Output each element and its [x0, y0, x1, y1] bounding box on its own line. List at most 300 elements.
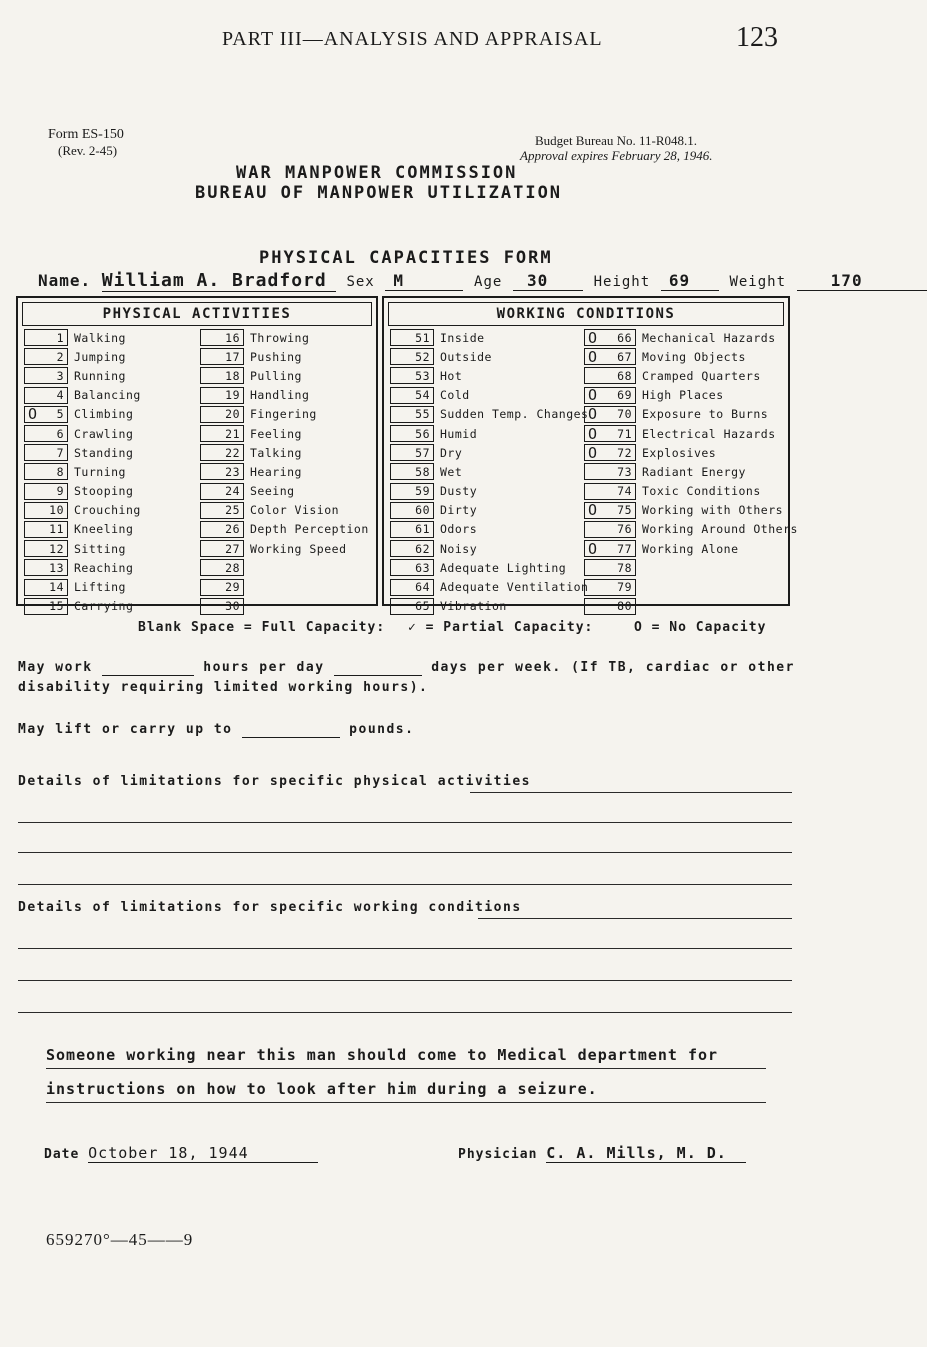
item-label: Electrical Hazards	[642, 426, 776, 441]
details-activities-label: Details of limitations for specific physical activities	[18, 774, 531, 789]
capacity-mark: O	[588, 443, 598, 462]
item-label: Dusty	[440, 484, 478, 499]
physician-label: Physician	[458, 1147, 538, 1162]
activity-row	[584, 501, 786, 520]
activity-row	[584, 558, 786, 577]
hours-field	[102, 660, 194, 676]
item-label: Running	[74, 368, 126, 383]
capacity-box[interactable]	[390, 579, 434, 596]
item-number: 54	[415, 388, 430, 403]
remark-line-2: instructions on how to look after him during a seizure.	[46, 1080, 598, 1098]
capacity-box[interactable]	[584, 463, 636, 480]
item-number: 17	[225, 349, 240, 364]
lift-label: May lift or carry up to	[18, 722, 233, 737]
item-label: Wet	[440, 464, 463, 479]
activity-row	[390, 443, 582, 462]
capacity-box[interactable]	[390, 444, 434, 461]
activity-row	[584, 520, 798, 539]
form-number: Form ES-150	[48, 127, 124, 142]
details-activities-line-1	[470, 792, 792, 793]
item-label: Crawling	[74, 426, 134, 441]
capacity-box[interactable]	[390, 598, 434, 615]
capacity-box[interactable]	[390, 502, 434, 519]
item-label: Color Vision	[250, 503, 340, 518]
capacity-box[interactable]	[24, 463, 68, 480]
age-field: 30	[513, 271, 583, 291]
date-label: Date	[44, 1147, 80, 1162]
item-number: 57	[415, 445, 430, 460]
item-number: 71	[617, 426, 632, 441]
item-label: Carrying	[74, 599, 134, 614]
activity-row	[390, 386, 582, 405]
date-field: October 18, 1944	[88, 1144, 318, 1163]
pounds-label: pounds.	[349, 722, 415, 737]
item-number: 23	[225, 464, 240, 479]
activity-row	[200, 347, 372, 366]
activity-row	[584, 347, 786, 366]
capacity-mark: O	[28, 405, 38, 424]
capacity-box[interactable]	[200, 540, 244, 557]
capacity-box[interactable]	[390, 463, 434, 480]
item-number: 2	[56, 349, 64, 364]
item-number: 63	[415, 560, 430, 575]
capacity-box[interactable]	[24, 579, 68, 596]
capacity-box[interactable]	[200, 579, 244, 596]
date-line	[44, 1144, 318, 1163]
item-label: Jumping	[74, 349, 126, 364]
capacity-box[interactable]	[200, 502, 244, 519]
name-field: William A. Bradford	[102, 270, 336, 292]
height-field: 69	[661, 271, 719, 291]
capacity-box[interactable]	[200, 406, 244, 423]
item-label: Handling	[250, 388, 310, 403]
item-label: Reaching	[74, 560, 134, 575]
item-number: 6	[56, 426, 64, 441]
capacity-box[interactable]	[584, 444, 636, 461]
physician-field: C. A. Mills, M. D.	[546, 1144, 746, 1163]
details-activities-line-2	[18, 822, 792, 823]
capacity-box[interactable]	[200, 387, 244, 404]
activity-row	[24, 577, 194, 596]
activity-row	[390, 347, 582, 366]
physical-activities-title: PHYSICAL ACTIVITIES	[22, 302, 372, 326]
item-number: 19	[225, 388, 240, 403]
capacity-box[interactable]	[390, 559, 434, 576]
remark-line-1: Someone working near this man should come to Medical department for	[46, 1046, 719, 1064]
legend-full: Blank Space = Full Capacity:	[138, 620, 386, 635]
pounds-field	[242, 722, 340, 738]
capacity-box[interactable]	[584, 348, 636, 365]
item-number: 10	[49, 503, 64, 518]
item-label: Dirty	[440, 503, 478, 518]
capacity-box[interactable]	[584, 406, 636, 423]
activity-row	[24, 558, 194, 577]
capacity-box[interactable]	[24, 598, 68, 615]
activity-row	[390, 501, 582, 520]
activity-row	[200, 577, 372, 596]
capacity-box[interactable]	[200, 425, 244, 442]
activity-row	[584, 366, 786, 385]
height-label: Height	[593, 274, 651, 290]
item-number: 80	[617, 599, 632, 614]
item-number: 21	[225, 426, 240, 441]
item-label: Outside	[440, 349, 492, 364]
capacity-mark: O	[588, 386, 598, 405]
legend-none: O = No Capacity	[634, 620, 767, 635]
capacity-box[interactable]	[200, 483, 244, 500]
activity-row	[200, 482, 372, 501]
item-label: Throwing	[250, 330, 310, 345]
activity-row	[584, 462, 786, 481]
days-field	[334, 660, 422, 676]
item-label: Adequate Ventilation	[440, 580, 589, 595]
item-label: Talking	[250, 445, 302, 460]
item-number: 55	[415, 407, 430, 422]
sex-label: Sex	[346, 274, 375, 290]
item-label: Depth Perception	[250, 522, 369, 537]
activity-row	[200, 386, 372, 405]
agency-name: WAR MANPOWER COMMISSION	[236, 163, 518, 183]
item-label: Crouching	[74, 503, 141, 518]
remark-rule-1	[46, 1068, 766, 1069]
details-conditions-line-2	[18, 948, 792, 949]
item-number: 25	[225, 503, 240, 518]
capacity-box[interactable]	[200, 559, 244, 576]
item-number: 67	[617, 349, 632, 364]
activity-row	[200, 424, 372, 443]
capacity-mark: O	[588, 347, 598, 366]
capacity-box[interactable]	[200, 444, 244, 461]
physical-activities-col2	[200, 328, 372, 616]
capacity-box[interactable]	[390, 521, 434, 538]
may-work-label: May work	[18, 660, 93, 675]
item-label: Working Around Others	[642, 522, 798, 537]
item-label: Inside	[440, 330, 485, 345]
capacity-box[interactable]	[24, 367, 68, 384]
details-activities-line-3	[18, 852, 792, 853]
item-label: Turning	[74, 464, 126, 479]
details-conditions-label: Details of limitations for specific working conditions	[18, 900, 522, 915]
item-label: Mechanical Hazards	[642, 330, 776, 345]
capacity-box[interactable]	[24, 502, 68, 519]
activity-row	[584, 443, 786, 462]
capacity-box[interactable]	[584, 367, 636, 384]
capacity-box[interactable]	[390, 348, 434, 365]
item-label: Radiant Energy	[642, 464, 746, 479]
item-label: Cold	[440, 388, 470, 403]
capacity-box[interactable]	[584, 598, 636, 615]
item-number: 52	[415, 349, 430, 364]
capacity-mark: O	[588, 424, 598, 443]
capacity-box[interactable]	[584, 521, 636, 538]
activity-row	[24, 539, 194, 558]
activity-row	[24, 482, 194, 501]
item-number: 15	[49, 599, 64, 614]
item-number: 18	[225, 368, 240, 383]
activity-row	[24, 443, 194, 462]
item-number: 28	[225, 560, 240, 575]
item-number: 58	[415, 464, 430, 479]
item-label: Working Speed	[250, 541, 347, 556]
item-number: 12	[49, 541, 64, 556]
item-label: Kneeling	[74, 522, 134, 537]
activity-row	[24, 424, 194, 443]
activity-row	[200, 462, 372, 481]
activity-row	[24, 347, 194, 366]
capacity-box[interactable]	[24, 540, 68, 557]
item-label: Climbing	[74, 407, 134, 422]
activity-row	[24, 328, 194, 347]
capacity-box[interactable]	[390, 367, 434, 384]
capacity-mark: O	[588, 501, 598, 520]
item-label: Lifting	[74, 580, 126, 595]
details-conditions-line-1	[478, 918, 792, 919]
capacity-box[interactable]	[390, 387, 434, 404]
activity-row	[390, 405, 589, 424]
form-revision: (Rev. 2-45)	[58, 143, 118, 158]
activity-row	[390, 328, 582, 347]
activity-row	[390, 482, 582, 501]
item-number: 7	[56, 445, 64, 460]
remark-rule-2	[46, 1102, 766, 1103]
item-label: Pushing	[250, 349, 302, 364]
capacity-mark: O	[588, 328, 598, 347]
weight-field: 170	[797, 271, 927, 291]
hours-label: hours per day	[203, 660, 325, 675]
capacity-box[interactable]	[24, 521, 68, 538]
item-label: Toxic Conditions	[642, 484, 761, 499]
activity-row	[24, 501, 194, 520]
disability-note: (If TB, cardiac or other	[571, 660, 795, 675]
capacity-box[interactable]	[24, 387, 68, 404]
item-number: 11	[49, 522, 64, 537]
item-label: Seeing	[250, 484, 295, 499]
item-number: 70	[617, 407, 632, 422]
item-number: 74	[617, 484, 632, 499]
capacity-box[interactable]	[584, 329, 636, 346]
item-number: 78	[617, 560, 632, 575]
activity-row	[200, 501, 372, 520]
disability-note-cont: disability requiring limited working hours).	[18, 680, 429, 695]
activity-row	[24, 366, 194, 385]
work-hours-line	[18, 660, 795, 676]
item-number: 62	[415, 541, 430, 556]
item-label: Noisy	[440, 541, 478, 556]
working-conditions-title: WORKING CONDITIONS	[388, 302, 784, 326]
item-label: Stooping	[74, 484, 134, 499]
item-label: Feeling	[250, 426, 302, 441]
item-number: 72	[617, 445, 632, 460]
item-number: 16	[225, 330, 240, 345]
item-number: 20	[225, 407, 240, 422]
part-heading: PART III—ANALYSIS AND APPRAISAL	[222, 28, 603, 50]
item-label: High Places	[642, 388, 724, 403]
item-number: 4	[56, 388, 64, 403]
activity-row	[584, 405, 786, 424]
approval-expiry: Approval expires February 28, 1946.	[520, 148, 713, 163]
activity-row	[390, 424, 582, 443]
capacity-box[interactable]	[200, 598, 244, 615]
item-number: 64	[415, 580, 430, 595]
item-label: Cramped Quarters	[642, 368, 761, 383]
activity-row	[200, 443, 372, 462]
capacity-box[interactable]	[200, 329, 244, 346]
capacity-box[interactable]	[24, 329, 68, 346]
weight-label: Weight	[729, 274, 787, 290]
item-number: 5	[56, 407, 64, 422]
item-label: Working Alone	[642, 541, 739, 556]
footer-code: 659270°—45——9	[46, 1230, 194, 1249]
working-conditions-panel	[382, 296, 798, 614]
activity-row	[200, 539, 372, 558]
bureau-name: BUREAU OF MANPOWER UTILIZATION	[195, 183, 563, 203]
item-number: 53	[415, 368, 430, 383]
item-number: 8	[56, 464, 64, 479]
item-label: Hearing	[250, 464, 302, 479]
item-number: 56	[415, 426, 430, 441]
activity-row	[200, 405, 372, 424]
capacity-box[interactable]	[200, 348, 244, 365]
capacity-box[interactable]	[390, 425, 434, 442]
item-label: Hot	[440, 368, 463, 383]
item-number: 66	[617, 330, 632, 345]
activity-row	[390, 366, 582, 385]
activity-row	[200, 366, 372, 385]
item-number: 76	[617, 522, 632, 537]
item-number: 51	[415, 330, 430, 345]
item-label: Walking	[74, 330, 126, 345]
item-number: 14	[49, 580, 64, 595]
activity-row	[390, 597, 582, 616]
item-label: Working with Others	[642, 503, 784, 518]
item-number: 30	[225, 599, 240, 614]
capacity-box[interactable]	[24, 406, 68, 423]
activity-row	[200, 328, 372, 347]
item-label: Balancing	[74, 388, 141, 403]
activity-row	[584, 386, 786, 405]
capacity-box[interactable]	[390, 483, 434, 500]
item-label: Pulling	[250, 368, 302, 383]
item-number: 79	[617, 580, 632, 595]
details-conditions-line-4	[18, 1012, 792, 1013]
item-label: Exposure to Burns	[642, 407, 769, 422]
activity-row	[200, 558, 372, 577]
form-title: PHYSICAL CAPACITIES FORM	[259, 248, 553, 268]
item-label: Humid	[440, 426, 478, 441]
activity-row	[584, 424, 786, 443]
capacity-box[interactable]	[200, 367, 244, 384]
item-number: 69	[617, 388, 632, 403]
capacity-box[interactable]	[200, 463, 244, 480]
physical-activities-panel	[16, 296, 378, 614]
item-label: Adequate Lighting	[440, 560, 567, 575]
item-number: 9	[56, 484, 64, 499]
item-number: 26	[225, 522, 240, 537]
item-number: 65	[415, 599, 430, 614]
activity-row	[390, 539, 582, 558]
capacity-box[interactable]	[24, 348, 68, 365]
person-line: Name. William A. Bradford Sex M Age 30 Height 69 Weight 170	[38, 270, 927, 292]
item-number: 24	[225, 484, 240, 499]
item-number: 13	[49, 560, 64, 575]
capacity-box[interactable]	[390, 329, 434, 346]
physical-activities-col1	[24, 328, 194, 616]
days-label: days per week.	[431, 660, 562, 675]
item-number: 3	[56, 368, 64, 383]
item-number: 68	[617, 368, 632, 383]
capacity-box[interactable]	[584, 502, 636, 519]
capacity-box[interactable]	[584, 425, 636, 442]
activity-row	[584, 577, 786, 596]
age-label: Age	[474, 274, 503, 290]
item-label: Standing	[74, 445, 134, 460]
capacity-box[interactable]	[390, 540, 434, 557]
capacity-box[interactable]	[24, 425, 68, 442]
capacity-box[interactable]	[200, 521, 244, 538]
item-number: 29	[225, 580, 240, 595]
activity-row	[24, 520, 194, 539]
item-label: Odors	[440, 522, 478, 537]
capacity-box[interactable]	[584, 540, 636, 557]
physician-line	[458, 1144, 746, 1163]
item-label: Moving Objects	[642, 349, 746, 364]
activity-row	[200, 520, 372, 539]
name-label: Name	[38, 271, 81, 290]
item-label: Vibration	[440, 599, 507, 614]
details-activities-line-4	[18, 884, 792, 885]
capacity-box[interactable]	[390, 406, 434, 423]
item-label: Sudden Temp. Changes	[440, 407, 589, 422]
activity-row	[24, 462, 194, 481]
item-number: 1	[56, 330, 64, 345]
sex-field: M	[385, 271, 463, 291]
capacity-box[interactable]	[584, 387, 636, 404]
activity-row	[390, 520, 582, 539]
capacity-box[interactable]	[24, 444, 68, 461]
activity-row	[390, 462, 582, 481]
item-number: 22	[225, 445, 240, 460]
item-label: Sitting	[74, 541, 126, 556]
lift-line	[18, 722, 414, 738]
working-conditions-col1	[390, 328, 589, 616]
activity-row	[24, 386, 194, 405]
activity-row	[390, 577, 589, 596]
item-number: 77	[617, 541, 632, 556]
capacity-box[interactable]	[584, 579, 636, 596]
capacity-box[interactable]	[584, 559, 636, 576]
item-number: 60	[415, 503, 430, 518]
capacity-mark: O	[588, 405, 598, 424]
activity-row	[200, 597, 372, 616]
item-label: Explosives	[642, 445, 717, 460]
activity-row	[390, 558, 582, 577]
activity-row	[24, 597, 194, 616]
working-conditions-col2	[584, 328, 798, 616]
activity-row	[584, 482, 786, 501]
page-number: 123	[736, 22, 778, 53]
item-number: 27	[225, 541, 240, 556]
details-conditions-line-3	[18, 980, 792, 981]
item-label: Fingering	[250, 407, 317, 422]
activity-row	[24, 405, 194, 424]
capacity-box[interactable]	[584, 483, 636, 500]
activity-row	[584, 539, 786, 558]
item-number: 75	[617, 503, 632, 518]
item-number: 73	[617, 464, 632, 479]
capacity-box[interactable]	[24, 483, 68, 500]
capacity-box[interactable]	[24, 559, 68, 576]
legend-partial: ✓ = Partial Capacity:	[408, 620, 594, 635]
